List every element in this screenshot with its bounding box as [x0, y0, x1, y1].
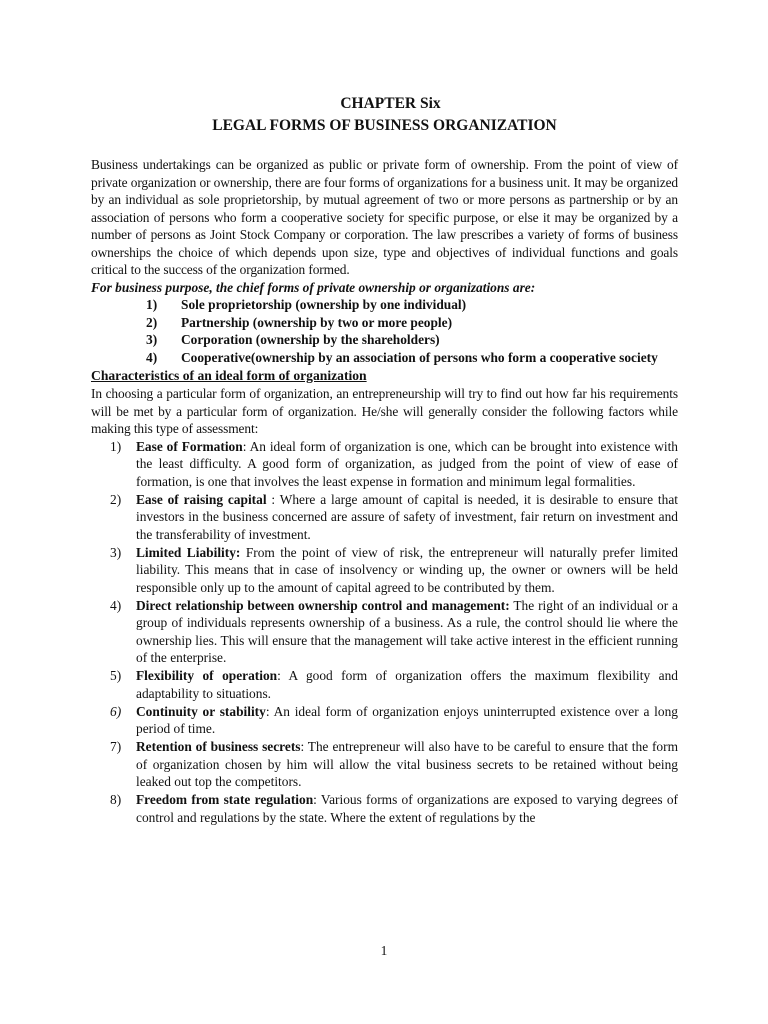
factor-term: Direct relationship between ownership control and management:: [136, 597, 510, 613]
lead-sentence: For business purpose, the chief forms of private ownership or organizations are:: [91, 279, 536, 295]
characteristics-intro: In choosing a particular form of organization, an entrepreneurship will try to find out how far his requirements will be met by a particular form of organization. He/she will generally consider the following factors while making this type of assessment:: [91, 386, 678, 436]
list-text: Sole proprietorship (ownership by one individual): [181, 297, 467, 312]
list-item: [110, 597, 678, 667]
intro-paragraph: Business undertakings can be organized as public or private form of ownership. From the point of view of private organization or ownership, there are four forms of organizations for a business unit. It may be organized by an individual as sole proprietorship, by mutual agreement of two or more persons as partnership or by an association of persons who form a cooperative society for specific purpose, or else it may be organized by a number of persons as Joint Stock Company or corporation. The law prescribes a variety of forms of business ownerships the choice of which depends upon size, type and objectives of individual functions and goals critical to the success of the organization formed.: [91, 157, 679, 277]
ownership-forms-list: [91, 296, 678, 366]
factor-text: From the point of view of risk, the entrepreneur will naturally prefer limited liability. This means that in case of insolvency or winding up, the owner or owners will be held responsible only up to the amount of capital agreed to be contributed by them.: [136, 544, 679, 595]
list-item: [146, 349, 678, 367]
factor-term: Ease of raising capital: [136, 491, 267, 507]
list-number: 8): [110, 792, 122, 807]
chapter-title: LEGAL FORMS OF BUSINESS ORGANIZATION: [212, 117, 557, 134]
list-item: [110, 791, 678, 826]
list-text: Partnership (ownership by two or more people): [181, 314, 453, 330]
factor-term: Limited Liability:: [136, 544, 241, 560]
factor-text: : An ideal form of organization is one, which can be brought into existence with the least difficulty. A good form of organization, as judged from the point of view of ease of formation, is one that involves the least expense in formation and minimum legal formalities.: [136, 438, 678, 489]
list-number: 5): [110, 668, 122, 683]
list-number: 1): [110, 438, 122, 454]
factor-text: : The entrepreneur will also have to be careful to ensure that the form of organization chosen by him will allow the vital business secrets to be retained without being leaked out top the competitors.: [136, 739, 678, 789]
list-number: 3): [146, 332, 158, 347]
list-number: 6): [110, 703, 122, 719]
list-text: Cooperative(ownership by an association of persons who form a cooperative society: [181, 349, 658, 365]
factor-term: Continuity or stability: [136, 703, 266, 719]
list-item: [110, 544, 678, 597]
list-number: 2): [110, 491, 122, 507]
list-item: [110, 738, 678, 791]
chapter-label: CHAPTER Six: [340, 95, 441, 112]
list-number: 2): [146, 314, 158, 330]
list-item: [146, 314, 678, 332]
characteristics-list: [91, 438, 678, 827]
page-number: 1: [380, 943, 388, 958]
list-number: 3): [110, 544, 122, 560]
list-item: [110, 667, 678, 702]
list-item: [146, 331, 678, 349]
factor-text: : Various forms of organizations are exposed to varying degrees of control and regulations by the state. Where the extent of regulations by the: [136, 792, 679, 825]
factor-term: Ease of Formation: [136, 438, 243, 454]
factor-text: The right of an individual or a group of individuals represents ownership of a business. As a rule, the control should lie where the ownership lies. This will ensure that the management will take active interest in the efficient running of the enterprise.: [136, 597, 678, 665]
page-content: [91, 93, 678, 827]
list-item: [110, 491, 678, 544]
list-number: 4): [146, 349, 158, 365]
list-text: Corporation (ownership by the shareholders): [181, 332, 440, 347]
factor-text: : Where a large amount of capital is needed, it is desirable to ensure that investors in the business concerned are assure of safety of investment, fair return on investment and the transferability of investment.: [136, 491, 678, 542]
list-number: 1): [146, 297, 158, 312]
characteristics-heading: Characteristics of an ideal form of organization: [91, 368, 367, 383]
list-number: 7): [110, 739, 122, 754]
list-item: [146, 296, 678, 314]
factor-term: Freedom from state regulation: [136, 792, 314, 807]
factor-term: Retention of business secrets: [136, 739, 301, 754]
factor-text: : A good form of organization offers the maximum flexibility and adaptability to situations.: [136, 668, 678, 701]
factor-text: : An ideal form of organization enjoys uninterrupted existence over a long period of time.: [136, 703, 678, 736]
list-item: [110, 438, 678, 491]
list-number: 4): [110, 597, 122, 613]
list-item: [110, 703, 678, 738]
factor-term: Flexibility of operation: [136, 668, 278, 683]
